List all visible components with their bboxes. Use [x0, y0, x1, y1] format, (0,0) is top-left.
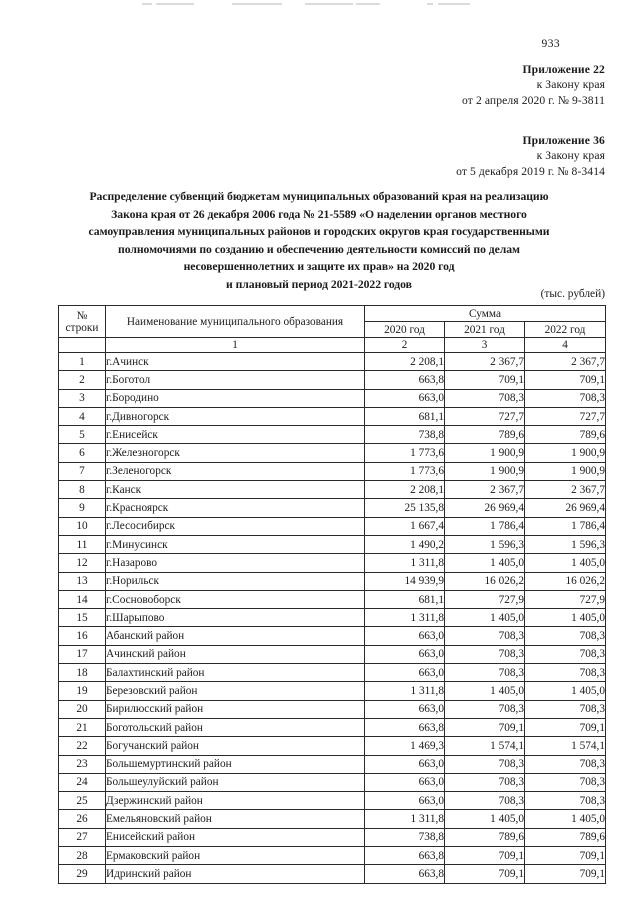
table-row — [59, 462, 606, 480]
cell-amount-2021: 2 367,7 — [445, 481, 525, 499]
table-row — [59, 773, 606, 791]
cell-amount-2022: 789,6 — [525, 828, 606, 846]
table-row — [59, 664, 606, 682]
cell-amount-2020: 1 311,8 — [365, 609, 445, 627]
cell-amount-2020: 663,0 — [365, 792, 445, 810]
cell-municipality-name: Большемуртинский район — [106, 755, 365, 773]
cell-row-number: 15 — [59, 609, 106, 627]
table-row — [59, 755, 606, 773]
cell-municipality-name: Енисейский район — [106, 828, 365, 846]
cell-amount-2022: 709,1 — [525, 718, 606, 736]
title-line: Закона края от 26 декабря 2006 года № 21-5589 «О наделении органов местного — [111, 207, 527, 221]
cell-amount-2020: 663,0 — [365, 755, 445, 773]
cell-amount-2021: 727,7 — [445, 407, 525, 425]
cell-amount-2021: 1 405,0 — [445, 810, 525, 828]
table-row — [59, 718, 606, 736]
table-row — [59, 572, 606, 590]
cell-municipality-name: Бирилюсский район — [106, 700, 365, 718]
cell-municipality-name: г.Боготол — [106, 371, 365, 389]
cell-municipality-name: г.Железногорск — [106, 444, 365, 462]
cell-municipality-name: г.Бородино — [106, 389, 365, 407]
cell-amount-2021: 708,3 — [445, 755, 525, 773]
cell-amount-2020: 738,8 — [365, 426, 445, 444]
cell-row-number: 9 — [59, 499, 106, 517]
cell-amount-2022: 708,3 — [525, 792, 606, 810]
title-line: самоуправления муниципальных районов и городских округов края государственными — [88, 225, 550, 239]
units-note: (тыс. рублей) — [540, 288, 605, 300]
cell-amount-2021: 709,1 — [445, 847, 525, 865]
cell-amount-2021: 26 969,4 — [445, 499, 525, 517]
cell-amount-2021: 708,3 — [445, 700, 525, 718]
cell-amount-2020: 2 208,1 — [365, 353, 445, 371]
table-row — [59, 535, 606, 553]
table-row — [59, 590, 606, 608]
table-head — [59, 306, 606, 353]
column-header-municipality: Наименование муниципального образования — [106, 306, 365, 338]
cell-municipality-name: г.Шарыпово — [106, 609, 365, 627]
cell-amount-2021: 789,6 — [445, 426, 525, 444]
cell-amount-2021: 1 405,0 — [445, 554, 525, 572]
cell-row-number: 16 — [59, 627, 106, 645]
cell-amount-2022: 2 367,7 — [525, 353, 606, 371]
cell-municipality-name: Большеулуйский район — [106, 773, 365, 791]
cell-amount-2022: 708,3 — [525, 627, 606, 645]
cell-municipality-name: Дзержинский район — [106, 792, 365, 810]
cell-amount-2021: 1 405,0 — [445, 609, 525, 627]
cell-row-number: 8 — [59, 481, 106, 499]
cell-amount-2021: 709,1 — [445, 865, 525, 883]
cell-amount-2020: 663,8 — [365, 371, 445, 389]
cell-row-number: 22 — [59, 737, 106, 755]
cell-amount-2020: 663,0 — [365, 389, 445, 407]
table-row — [59, 828, 606, 846]
title-line: и плановый период 2021-2022 годов — [226, 277, 412, 291]
cell-municipality-name: Березовский район — [106, 682, 365, 700]
table-row — [59, 554, 606, 572]
cell-amount-2022: 727,7 — [525, 407, 606, 425]
column-header-year-2021: 2021 год — [445, 322, 525, 338]
cell-amount-2022: 26 969,4 — [525, 499, 606, 517]
table-row — [59, 682, 606, 700]
table-row — [59, 700, 606, 718]
cell-row-number: 18 — [59, 664, 106, 682]
cell-amount-2021: 708,3 — [445, 664, 525, 682]
cell-amount-2021: 727,9 — [445, 590, 525, 608]
table-row — [59, 737, 606, 755]
cell-amount-2022: 16 026,2 — [525, 572, 606, 590]
column-header-year-2020: 2020 год — [365, 322, 445, 338]
cell-amount-2020: 663,0 — [365, 773, 445, 791]
cell-amount-2020: 681,1 — [365, 590, 445, 608]
cell-amount-2022: 709,1 — [525, 847, 606, 865]
cell-amount-2022: 2 367,7 — [525, 481, 606, 499]
appendix-title: Приложение 36 — [522, 134, 605, 147]
cell-municipality-name: г.Норильск — [106, 572, 365, 590]
document-title — [55, 188, 583, 294]
column-header-row-number-line2: строки — [65, 321, 99, 334]
table-row — [59, 499, 606, 517]
column-index-3: 3 — [445, 338, 525, 353]
cell-municipality-name: Абанский район — [106, 627, 365, 645]
cell-amount-2022: 789,6 — [525, 426, 606, 444]
cell-row-number: 23 — [59, 755, 106, 773]
page-number: 933 — [541, 38, 560, 50]
cell-row-number: 5 — [59, 426, 106, 444]
cell-municipality-name: Богучанский район — [106, 737, 365, 755]
cell-municipality-name: г.Канск — [106, 481, 365, 499]
cell-amount-2022: 708,3 — [525, 700, 606, 718]
cell-amount-2022: 708,3 — [525, 773, 606, 791]
cell-amount-2020: 2 208,1 — [365, 481, 445, 499]
cell-amount-2022: 708,3 — [525, 755, 606, 773]
cell-amount-2020: 681,1 — [365, 407, 445, 425]
table-column-index-row — [59, 338, 606, 353]
cell-municipality-name: Емельяновский район — [106, 810, 365, 828]
cell-amount-2021: 709,1 — [445, 371, 525, 389]
cell-amount-2020: 1 311,8 — [365, 554, 445, 572]
table-body — [59, 353, 606, 884]
cell-amount-2020: 14 939,9 — [365, 572, 445, 590]
appendix-reference-secondary — [456, 133, 605, 179]
subventions-table-wrapper — [58, 305, 606, 884]
table-row — [59, 353, 606, 371]
table-row — [59, 426, 606, 444]
title-line: полномочиями по созданию и обеспечению деятельности комиссий по делам — [118, 242, 520, 256]
cell-amount-2022: 1 596,3 — [525, 535, 606, 553]
cell-row-number: 13 — [59, 572, 106, 590]
table-row — [59, 792, 606, 810]
cell-amount-2022: 1 900,9 — [525, 444, 606, 462]
cell-amount-2022: 708,3 — [525, 645, 606, 663]
cell-amount-2021: 708,3 — [445, 645, 525, 663]
cell-amount-2021: 708,3 — [445, 773, 525, 791]
subventions-table — [58, 305, 606, 884]
cell-row-number: 21 — [59, 718, 106, 736]
cell-municipality-name: г.Дивногорск — [106, 407, 365, 425]
table-row — [59, 371, 606, 389]
cell-row-number: 24 — [59, 773, 106, 791]
cell-amount-2020: 1 773,6 — [365, 462, 445, 480]
table-row — [59, 627, 606, 645]
cell-amount-2021: 16 026,2 — [445, 572, 525, 590]
cell-municipality-name: г.Зеленогорск — [106, 462, 365, 480]
cell-amount-2021: 709,1 — [445, 718, 525, 736]
cell-amount-2020: 1 667,4 — [365, 517, 445, 535]
table-row — [59, 847, 606, 865]
column-header-row-number-line1: № — [76, 309, 88, 322]
cell-municipality-name: Балахтинский район — [106, 664, 365, 682]
cell-amount-2020: 663,0 — [365, 700, 445, 718]
table-row — [59, 865, 606, 883]
cell-amount-2020: 663,8 — [365, 847, 445, 865]
column-index-0 — [59, 338, 106, 353]
cell-row-number: 20 — [59, 700, 106, 718]
cell-row-number: 12 — [59, 554, 106, 572]
cell-amount-2021: 708,3 — [445, 627, 525, 645]
column-group-header-sum: Сумма — [365, 306, 606, 322]
cell-municipality-name: г.Красноярск — [106, 499, 365, 517]
cell-row-number: 26 — [59, 810, 106, 828]
cell-amount-2022: 1 405,0 — [525, 554, 606, 572]
cell-municipality-name: Идринский район — [106, 865, 365, 883]
cell-amount-2020: 663,8 — [365, 718, 445, 736]
cell-row-number: 27 — [59, 828, 106, 846]
cell-amount-2021: 1 900,9 — [445, 462, 525, 480]
cell-row-number: 7 — [59, 462, 106, 480]
cell-municipality-name: г.Минусинск — [106, 535, 365, 553]
appendix-law-line: к Закону края — [536, 78, 605, 92]
title-line: несовершеннолетних и защите их прав» на 2020 год — [183, 260, 455, 274]
cell-amount-2022: 1 405,0 — [525, 682, 606, 700]
table-row — [59, 810, 606, 828]
cell-amount-2022: 1 405,0 — [525, 609, 606, 627]
cell-amount-2021: 789,6 — [445, 828, 525, 846]
cell-row-number: 25 — [59, 792, 106, 810]
cell-amount-2020: 663,0 — [365, 627, 445, 645]
cell-municipality-name: г.Енисейск — [106, 426, 365, 444]
cell-amount-2020: 1 311,8 — [365, 682, 445, 700]
cell-amount-2021: 1 900,9 — [445, 444, 525, 462]
cell-row-number: 29 — [59, 865, 106, 883]
appendix-reference-primary — [462, 62, 605, 108]
cell-amount-2020: 663,0 — [365, 645, 445, 663]
appendix-law-line: к Закону края — [536, 149, 605, 163]
cell-amount-2022: 1 405,0 — [525, 810, 606, 828]
cell-amount-2020: 1 773,6 — [365, 444, 445, 462]
cell-amount-2020: 1 469,3 — [365, 737, 445, 755]
column-index-1: 1 — [106, 338, 365, 353]
cell-row-number: 28 — [59, 847, 106, 865]
cell-amount-2021: 1 574,1 — [445, 737, 525, 755]
cell-row-number: 11 — [59, 535, 106, 553]
cell-municipality-name: г.Лесосибирск — [106, 517, 365, 535]
cell-amount-2020: 1 490,2 — [365, 535, 445, 553]
cell-amount-2020: 663,8 — [365, 865, 445, 883]
cell-amount-2020: 738,8 — [365, 828, 445, 846]
cell-amount-2021: 2 367,7 — [445, 353, 525, 371]
title-line: Распределение субвенций бюджетам муниципальных образований края на реализацию — [89, 190, 549, 203]
cell-amount-2022: 709,1 — [525, 371, 606, 389]
cell-row-number: 14 — [59, 590, 106, 608]
cell-amount-2022: 709,1 — [525, 865, 606, 883]
cell-amount-2020: 25 135,8 — [365, 499, 445, 517]
cell-amount-2022: 708,3 — [525, 389, 606, 407]
table-row — [59, 389, 606, 407]
cell-row-number: 2 — [59, 371, 106, 389]
cell-municipality-name: г.Сосновоборск — [106, 590, 365, 608]
scan-artifact-strip — [0, 3, 638, 9]
cell-municipality-name: г.Назарово — [106, 554, 365, 572]
cell-row-number: 19 — [59, 682, 106, 700]
cell-municipality-name: Боготольский район — [106, 718, 365, 736]
table-row — [59, 645, 606, 663]
cell-amount-2021: 1 405,0 — [445, 682, 525, 700]
cell-row-number: 4 — [59, 407, 106, 425]
appendix-date-line: от 2 апреля 2020 г. № 9-3811 — [462, 93, 605, 107]
cell-municipality-name: Ачинский район — [106, 645, 365, 663]
table-row — [59, 444, 606, 462]
cell-row-number: 10 — [59, 517, 106, 535]
cell-amount-2022: 1 786,4 — [525, 517, 606, 535]
appendix-title: Приложение 22 — [522, 63, 605, 76]
column-header-row-number — [59, 306, 106, 338]
cell-amount-2022: 1 900,9 — [525, 462, 606, 480]
cell-row-number: 1 — [59, 353, 106, 371]
table-row — [59, 517, 606, 535]
table-header-row-top — [59, 306, 606, 322]
cell-row-number: 17 — [59, 645, 106, 663]
cell-amount-2022: 708,3 — [525, 664, 606, 682]
cell-amount-2020: 663,0 — [365, 664, 445, 682]
cell-row-number: 3 — [59, 389, 106, 407]
cell-municipality-name: г.Ачинск — [106, 353, 365, 371]
column-index-2: 2 — [365, 338, 445, 353]
cell-row-number: 6 — [59, 444, 106, 462]
cell-municipality-name: Ермаковский район — [106, 847, 365, 865]
table-row — [59, 609, 606, 627]
cell-amount-2021: 1 786,4 — [445, 517, 525, 535]
appendix-date-line: от 5 декабря 2019 г. № 8-3414 — [456, 164, 605, 178]
table-row — [59, 481, 606, 499]
column-index-4: 4 — [525, 338, 606, 353]
cell-amount-2020: 1 311,8 — [365, 810, 445, 828]
cell-amount-2021: 708,3 — [445, 389, 525, 407]
table-row — [59, 407, 606, 425]
cell-amount-2021: 1 596,3 — [445, 535, 525, 553]
column-header-year-2022: 2022 год — [525, 322, 606, 338]
cell-amount-2021: 708,3 — [445, 792, 525, 810]
cell-amount-2022: 1 574,1 — [525, 737, 606, 755]
cell-amount-2022: 727,9 — [525, 590, 606, 608]
